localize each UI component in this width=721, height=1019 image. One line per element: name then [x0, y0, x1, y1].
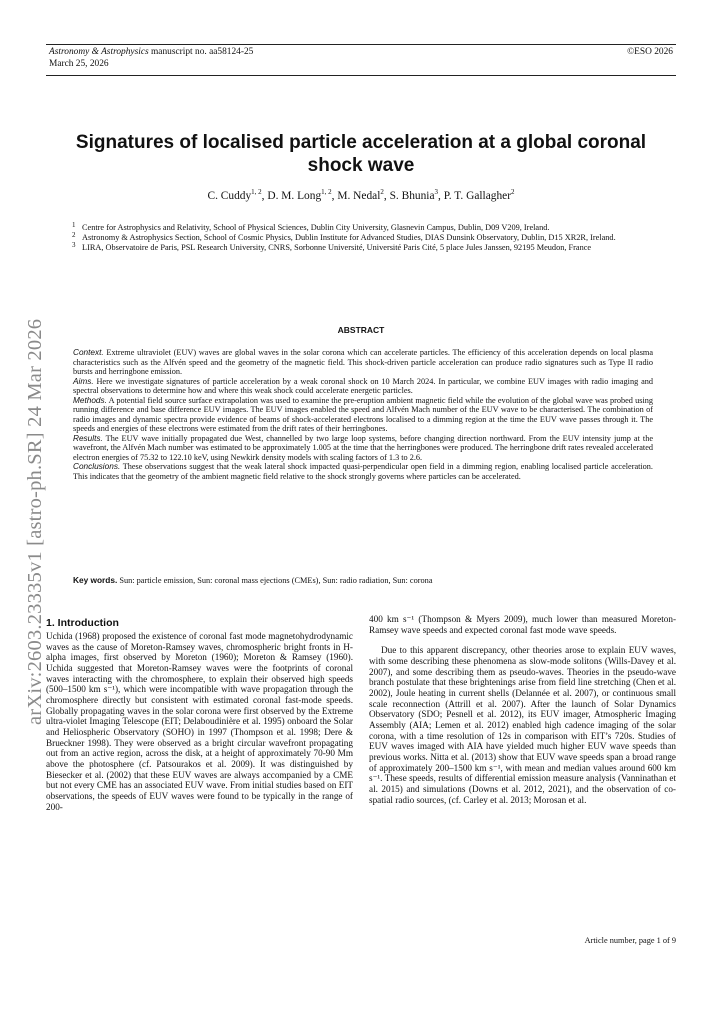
title-line-1: Signatures of localised particle acceleration at a global coronal [75, 132, 647, 153]
conclusions-text: These observations suggest that the weak lateral shock impacted quasi-perpendicular open field in a dimming region, enabling localised particle acceleration. This indicates that the geometry of the ambient magnetic field relative to the shock strongly governs where particles can be accelerated. [73, 462, 653, 481]
abstract-heading: ABSTRACT [337, 325, 385, 335]
affiliation-text: Astronomy & Astrophysics Section, School of Cosmic Physics, Dublin Institute for Advanced Studies, DIAS Dunsink Observatory, Dublin, D15 XR2R, Ireland. [82, 233, 616, 242]
author-affil: 3 [434, 188, 439, 196]
page-footer: Article number, page 1 of 9 [584, 936, 676, 945]
body-column-left [46, 631, 353, 812]
affiliations [72, 223, 654, 253]
author-affil: 1, 2 [321, 188, 332, 196]
title-line-2: shock wave [307, 155, 415, 176]
body-column-right [369, 614, 676, 805]
aims-label: Aims. [73, 376, 94, 386]
paper-title [46, 131, 676, 177]
methods-text: A potential field source surface extrapolation was used to examine the pre-eruption ambient magnetic field while the evolution of the global wave was probed using running difference and base difference EUV images. The EUV images enabled the speed and Alfvén Mach number of the EUV wave to be characterised. The combination of radio images and dynamic spectra provide evidence of beams of shock-accelerated electrons localised to a dimming region at the time the EUV wave passes through it. The speeds and energies of these electrons were estimated from the drift rates of their herringbones. [73, 395, 653, 433]
affiliation-number: 3 [72, 241, 76, 249]
abstract [73, 348, 653, 481]
paragraph: Due to this apparent discrepancy, other theories arose to explain EUV waves, with some describing these phenomena as slow-mode solitons (Wills-Davey et al. 2007), and some describing them as pseudo-waves. Theories in the pseudo-wave branch postulate that these brightenings arise from field line stretching (Chen et al. 2002), Joule heating in current shells (Delannée et al. 2007), or continuous small scale reconnection (Attrill et al. 2007). After the launch of Solar Dynamics Observatory (SDO; Pesnell et al. 2012), its EUV imager, Atmospheric Imaging Assembly (AIA; Lemen et al. 2012) enabled high cadence imaging of the solar corona, with a time resolution of 12s in comparison with EIT’s 720s. Studies of EUV waves imaged with AIA have yielded much higher EUV wave speeds than previous works. Nitta et al. (2013) show that EUV wave speeds span a broad range of approximately 200–1500 km s⁻¹, with mean and median values around 600 km s⁻¹. These speeds, results of differential emission measure analysis (Vanninathan et al. 2015) and simulations (Downs et al. 2012, 2021), and the observation of co-spatial radio sources, (cf. Carley et al. 2013; Morosan et al. [369, 645, 676, 805]
arxiv-stamp-text: arXiv:2603.23335v1 [astro-ph.SR] 24 Mar 2026 [24, 318, 46, 725]
results-label: Results. [73, 433, 103, 443]
context-label: Context. [73, 348, 104, 357]
author-affil: 2 [380, 188, 384, 196]
affiliation-number: 2 [72, 231, 76, 239]
abstract-methods [73, 396, 653, 434]
author: P. T. Gallagher [443, 189, 512, 202]
abstract-results [73, 434, 653, 463]
keywords-text: Sun: particle emission, Sun: coronal mass ejections (CMEs), Sun: radio radiation, Sun: corona [119, 576, 433, 585]
affiliation [72, 233, 654, 243]
author: D. M. Long [267, 189, 322, 202]
copyright: ©ESO 2026 [627, 47, 673, 57]
author-list: C. Cuddy$^{1, 2}$, D. M. Long$^{1, 2}$, M. Nedal$^2$, S. Bhunia$^3$, P. T. Gallagher$^2$ [207, 188, 515, 202]
abstract-aims [73, 377, 653, 396]
paragraph: 400 km s⁻¹ (Thompson & Myers 2009), much lower than measured Moreton-Ramsey wave speeds and expected coronal fast mode wave speeds. [369, 614, 676, 635]
affiliation [72, 223, 654, 233]
context-text: Extreme ultraviolet (EUV) waves are global waves in the solar corona which can accelerate particles. The efficiency of this acceleration depends on local plasma characteristics such as the Alfvén speed and the geometry of the magnetic field. This shock-driven particle acceleration can produce radio signatures such as Type II radio bursts and herringbone emission. [73, 348, 653, 376]
author: M. Nedal [337, 189, 381, 202]
author-affil: 1, 2 [251, 188, 262, 196]
methods-label: Methods. [73, 395, 107, 405]
keywords-label: Key words. [73, 575, 118, 585]
affiliation-text: LIRA, Observatoire de Paris, PSL Research University, CNRS, Sorbonne Université, Université Paris Cité, 5 place Jules Janssen, 92195 Meudon, France [82, 243, 592, 252]
manuscript-number: manuscript no. aa58124-25 [148, 47, 254, 57]
affiliation [72, 243, 654, 253]
arxiv-stamp [4, 285, 44, 725]
section-heading: 1. Introduction [46, 617, 119, 629]
aims-text: Here we investigate signatures of particle acceleration by a weak coronal shock on 10 March 2024. In particular, we combine EUV images with radio imaging and spectral observations to determine how and where this weak shock could accelerate energetic particles. [73, 376, 653, 395]
affiliation-text: Centre for Astrophysics and Relativity, School of Physical Sciences, Dublin City University, Glasnevin Campus, Dublin, D09 V209, Ireland. [82, 223, 550, 232]
journal-name: Astronomy & Astrophysics [49, 47, 149, 57]
journal-line [49, 47, 253, 58]
abstract-context [73, 348, 653, 377]
running-header [46, 44, 676, 76]
author: C. Cuddy [207, 189, 252, 202]
abstract-conclusions [73, 462, 653, 481]
author: S. Bhunia [389, 189, 435, 202]
results-text: The EUV wave initially propagated due West, channelled by two large loop systems, before changing direction northward. From the EUV intensity jump at the wavefront, the Alfvén Mach number was estimated to be approximately 1.005 at the time that the herringbones were produced. The herringbone drift rates revealed accelerated electron energies of 75.32 to 122.10 keV, using Newkirk density models with scaling factors of 1.3 to 2.6. [73, 433, 653, 462]
paragraph: Uchida (1968) proposed the existence of coronal fast mode magnetohydrodynamic waves as the cause of Moreton-Ramsey waves, chromospheric bright fronts in H-alpha images, first observed by Moreton (1960); Moreton & Ramsey (1960). Uchida suggested that Moreton-Ramsey waves were the footprints of coronal waves interacting with the chromosphere, to explain their observed high speeds (500–1500 km s⁻¹), which were incompatible with wave propagation through the chromosphere directly but consistent with estimated coronal fast-mode speeds. Globally propagating waves in the solar corona were first observed by the Extreme ultra-violet Imaging Telescope (EIT; Delaboudinière et al. 1995) onboard the Solar and Heliospheric Observatory (SOHO) in 1997 (Thompson et al. 1998; Dere & Brueckner 1998). They were observed as a bright circular wavefront propagating out from an active region, across the disk, at a height of approximately 70-90 Mm above the photosphere (cf. Patsourakos et al. 2009). It was distinguished by Biesecker et al. (2002) that these EUV waves are always accompanied by a CME but not every CME has an associated EUV wave. From initial studies based on EIT observations, the speeds of EUV waves were found to be typically in the range of 200- [46, 631, 353, 812]
keywords [73, 575, 653, 585]
conclusions-label: Conclusions. [73, 462, 121, 471]
affiliation-number: 1 [72, 221, 76, 229]
header-date: March 25, 2026 [49, 59, 109, 69]
author-affil: 2 [511, 188, 515, 196]
